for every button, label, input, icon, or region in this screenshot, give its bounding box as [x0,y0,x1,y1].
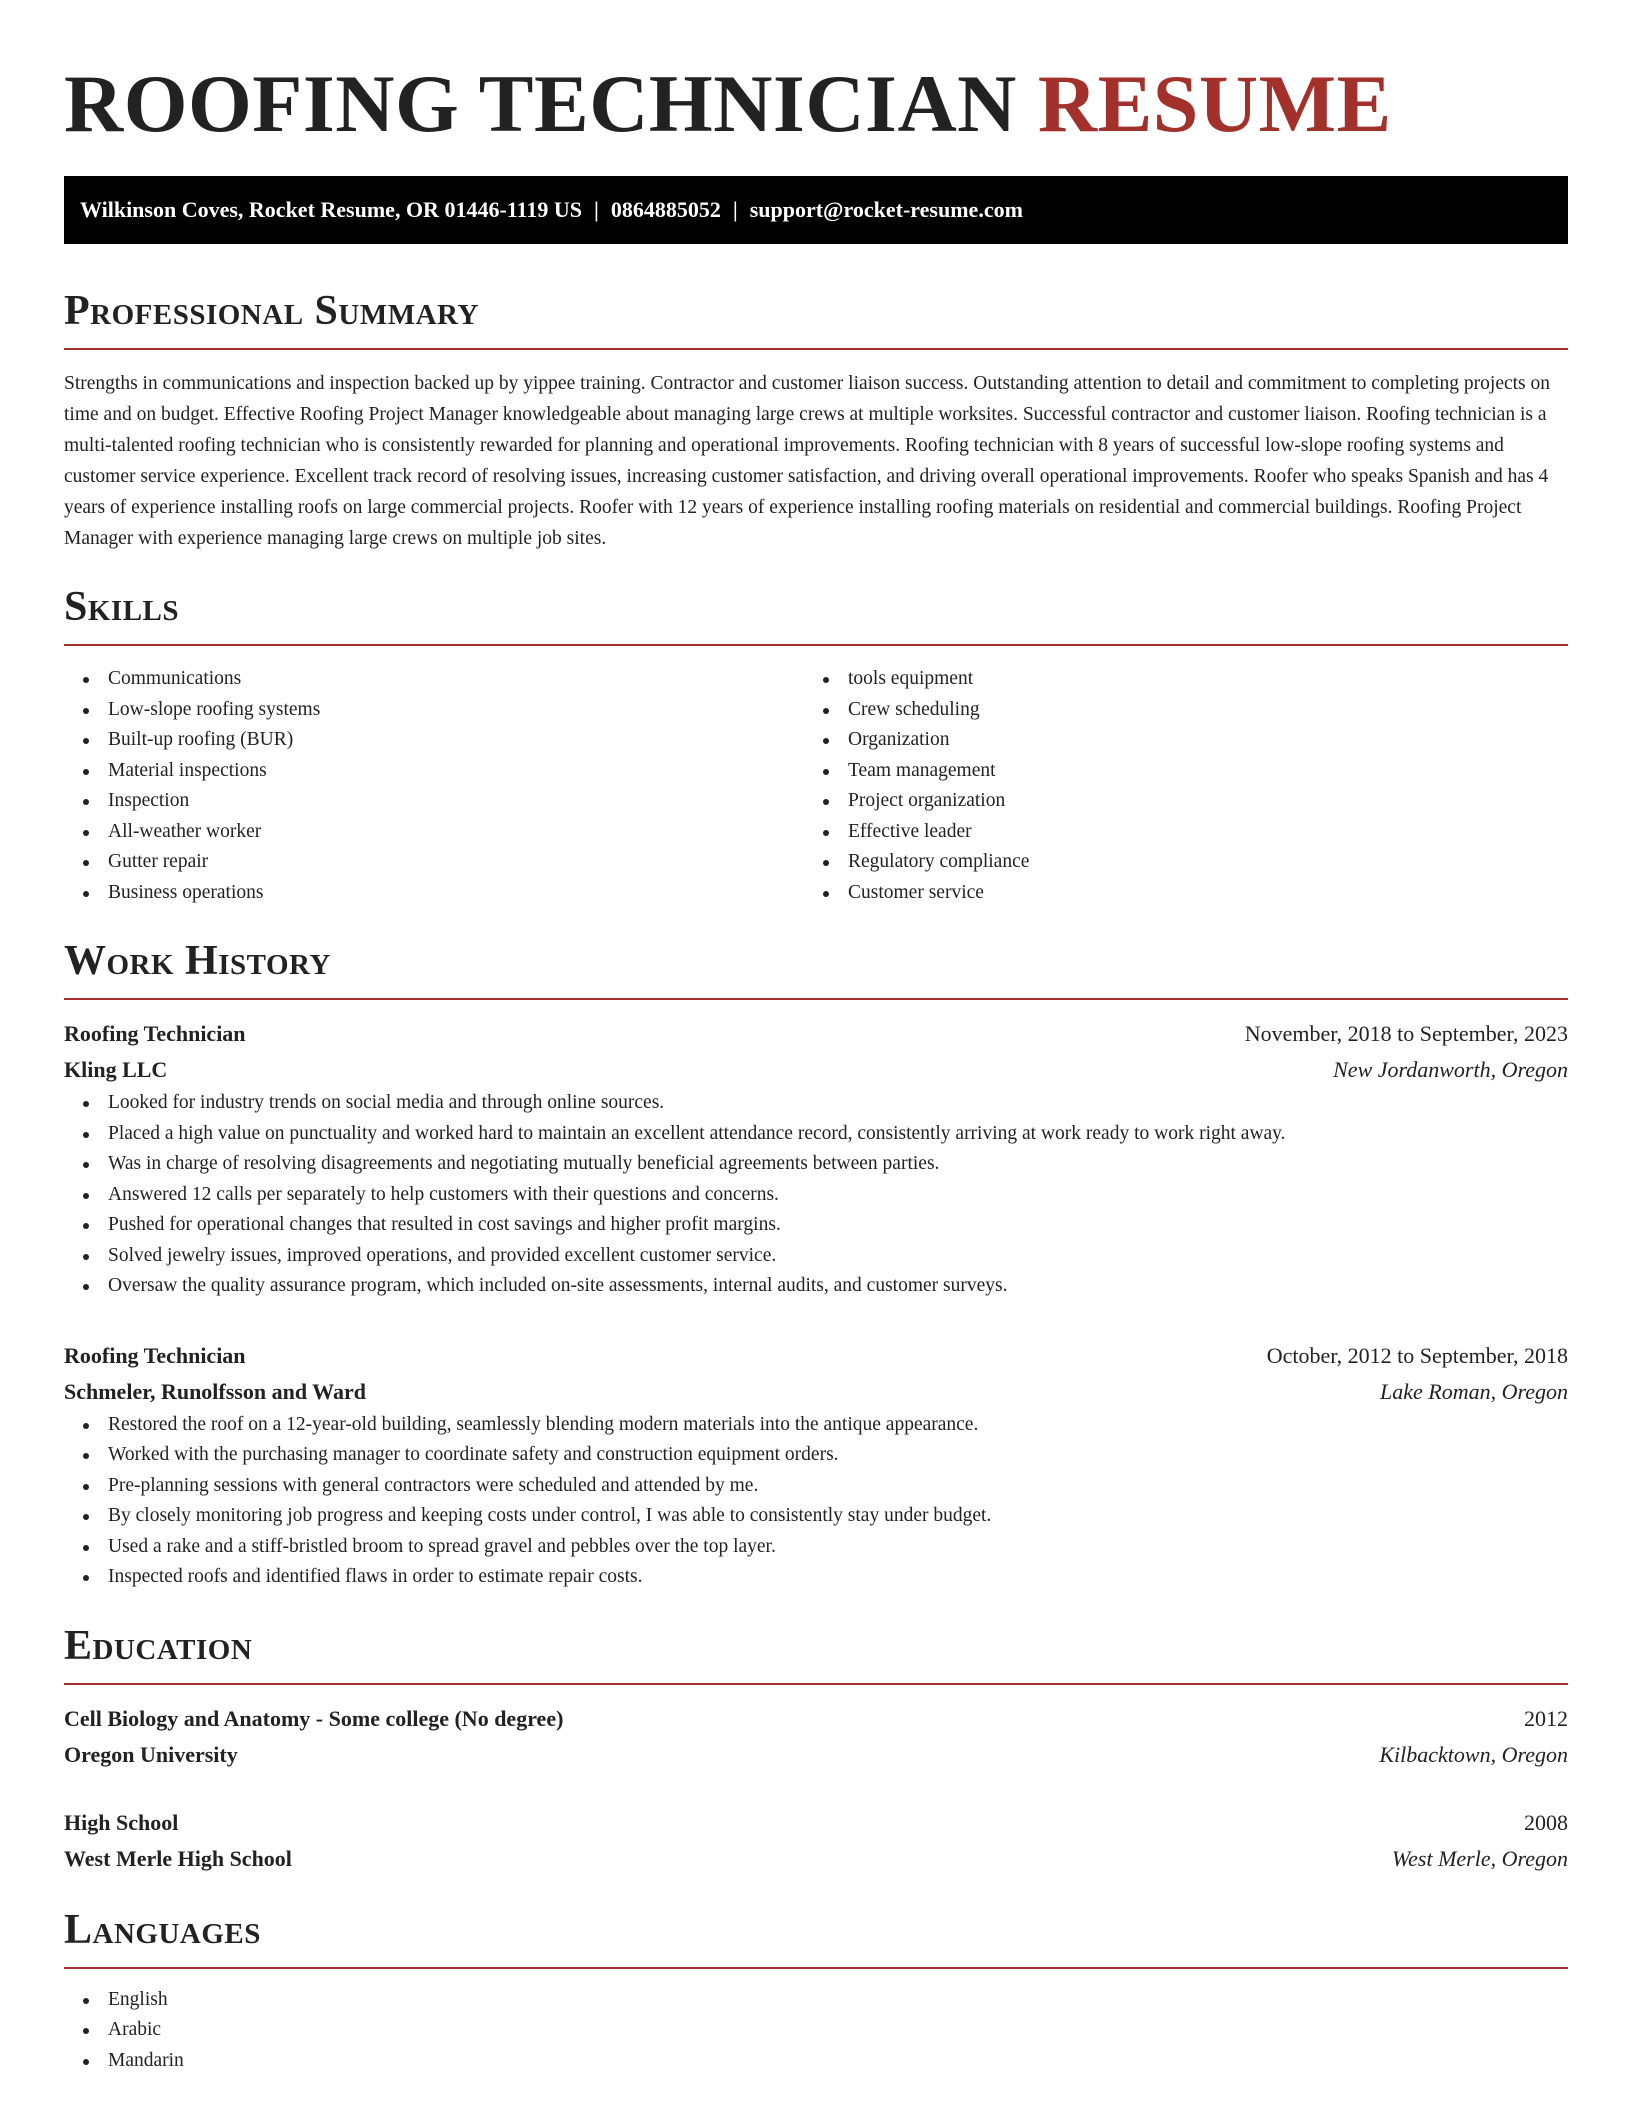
work-history-heading: Work History [64,938,331,984]
skill-item: Inspection [64,786,804,817]
language-item: Arabic [64,2015,1568,2046]
skill-item: Customer service [804,878,1544,909]
job-company: Schmeler, Runolfsson and Ward [64,1378,366,1404]
skill-item: Material inspections [64,756,804,787]
section-divider [64,1967,1568,1969]
job-header-row [64,1016,1568,1052]
job-bullet: Looked for industry trends on social media and through online sources. [64,1088,1568,1119]
job-bullet: Was in charge of resolving disagreements and negotiating mutually beneficial agreements between parties. [64,1149,1568,1180]
contact-separator: | [593,197,599,222]
job-bullet: Placed a high value on punctuality and worked hard to maintain an excellent attendance record, consistently arriving at work ready to work right away. [64,1119,1568,1150]
education-school: Oregon University [64,1741,238,1767]
job-bullet: Pre-planning sessions with general contractors were scheduled and attended by me. [64,1471,1568,1502]
skills-columns [64,664,1568,908]
education-degree: Cell Biology and Anatomy - Some college (No degree) [64,1705,564,1731]
summary-text: Strengths in communications and inspection backed up by yippee training. Contractor and customer liaison success. Outstanding attention to detail and commitment to completing projects on time and on budget. Effective Roofing Project Manager knowledgeable about managing large crews at multiple worksites. Successful contractor and customer liaison. Roofing technician is a multi-talented roofing technician who is consistently rewarded for planning and operational improvements. Roofing technician with 8 years of successful low-slope roofing systems and customer service experience. Excellent track record of resolving issues, increasing customer satisfaction, and driving overall operational improvements. Roofer who speaks Spanish and has 4 years of experience installing roofs on large commercial projects. Roofer with 12 years of experience installing roofing materials on residential and commercial buildings. Roofing Project Manager with experience managing large crews on multiple job sites. [64,373,1551,549]
contact-email: support@rocket-resume.com [749,197,1023,222]
job-company: Kling LLC [64,1057,168,1082]
job-bullet: Oversaw the quality assurance program, which included on-site assessments, internal audits, and customer surveys. [64,1271,1568,1302]
job-entry [64,1016,1568,1302]
skill-item: Communications [64,664,804,695]
section-divider [64,998,1568,1000]
education-degree-row [64,1805,1568,1841]
skill-item: tools equipment [804,664,1544,695]
job-bullet: Restored the roof on a 12-year-old building, seamlessly blending modern materials into the antique appearance. [64,1410,1568,1441]
education-school-row [64,1841,1568,1877]
languages-heading: Languages [64,1906,261,1953]
title-accent: RESUME [1037,58,1392,149]
summary-section [64,288,1568,554]
education-school-row [64,1737,1568,1773]
title-main: ROOFING TECHNICIAN [64,58,1017,149]
contact-address: Wilkinson Coves, Rocket Resume, OR 01446-1119 US [80,197,582,222]
languages-list [64,1985,1568,2077]
skill-item: Crew scheduling [804,695,1544,726]
resume-title [64,56,1568,152]
education-entry [64,1805,1568,1877]
skills-section [64,584,1568,908]
contact-bar [64,176,1568,244]
job-title: Roofing Technician [64,1021,246,1046]
summary-heading: Professional Summary [64,288,479,334]
skill-item: Team management [804,756,1544,787]
job-location: Lake Roman, Oregon [1380,1378,1568,1404]
education-section [64,1623,1568,1877]
skill-item: All-weather worker [64,817,804,848]
skill-item: Low-slope roofing systems [64,695,804,726]
job-location: New Jordanworth, Oregon [1333,1057,1568,1082]
contact-separator: | [732,197,738,222]
job-entry [64,1338,1568,1593]
education-entry [64,1701,1568,1773]
language-item: Mandarin [64,2046,1568,2077]
education-location: Kilbacktown, Oregon [1379,1741,1568,1767]
job-bullets [64,1410,1568,1593]
education-location: West Merle, Oregon [1391,1845,1568,1871]
skill-item: Effective leader [804,817,1544,848]
skill-item: Organization [804,725,1544,756]
skills-heading: Skills [64,584,180,630]
section-divider [64,348,1568,350]
education-school: West Merle High School [64,1845,292,1871]
skill-item: Gutter repair [64,847,804,878]
job-title: Roofing Technician [64,1342,246,1368]
job-bullets [64,1088,1568,1302]
education-degree-row [64,1701,1568,1737]
education-year: 2012 [1524,1705,1568,1731]
education-degree: High School [64,1809,179,1835]
job-dates: November, 2018 to September, 2023 [1244,1021,1568,1046]
skill-item: Project organization [804,786,1544,817]
contact-phone: 0864885052 [610,197,721,222]
job-bullet: Worked with the purchasing manager to coordinate safety and construction equipment orders. [64,1440,1568,1471]
education-heading: Education [64,1622,253,1669]
resume-page [64,0,1568,2076]
job-company-row [64,1374,1568,1410]
section-divider [64,644,1568,646]
job-bullet: Inspected roofs and identified flaws in order to estimate repair costs. [64,1562,1568,1593]
skill-item: Built-up roofing (BUR) [64,725,804,756]
job-company-row [64,1052,1568,1088]
languages-section [64,1907,1568,2077]
job-bullet: Answered 12 calls per separately to help customers with their questions and concerns. [64,1180,1568,1211]
job-bullet: Solved jewelry issues, improved operations, and provided excellent customer service. [64,1241,1568,1272]
section-divider [64,1683,1568,1685]
skill-item: Business operations [64,878,804,909]
skill-item: Regulatory compliance [804,847,1544,878]
job-header-row [64,1338,1568,1374]
job-dates: October, 2012 to September, 2018 [1266,1342,1568,1368]
work-history-section [64,938,1568,1593]
education-year: 2008 [1524,1809,1568,1835]
language-item: English [64,1985,1568,2016]
job-bullet: Pushed for operational changes that resulted in cost savings and higher profit margins. [64,1210,1568,1241]
job-bullet: By closely monitoring job progress and keeping costs under control, I was able to consistently stay under budget. [64,1501,1568,1532]
skills-list-right [804,664,1544,908]
skills-list-left [64,664,804,908]
job-bullet: Used a rake and a stiff-bristled broom to spread gravel and pebbles over the top layer. [64,1532,1568,1563]
